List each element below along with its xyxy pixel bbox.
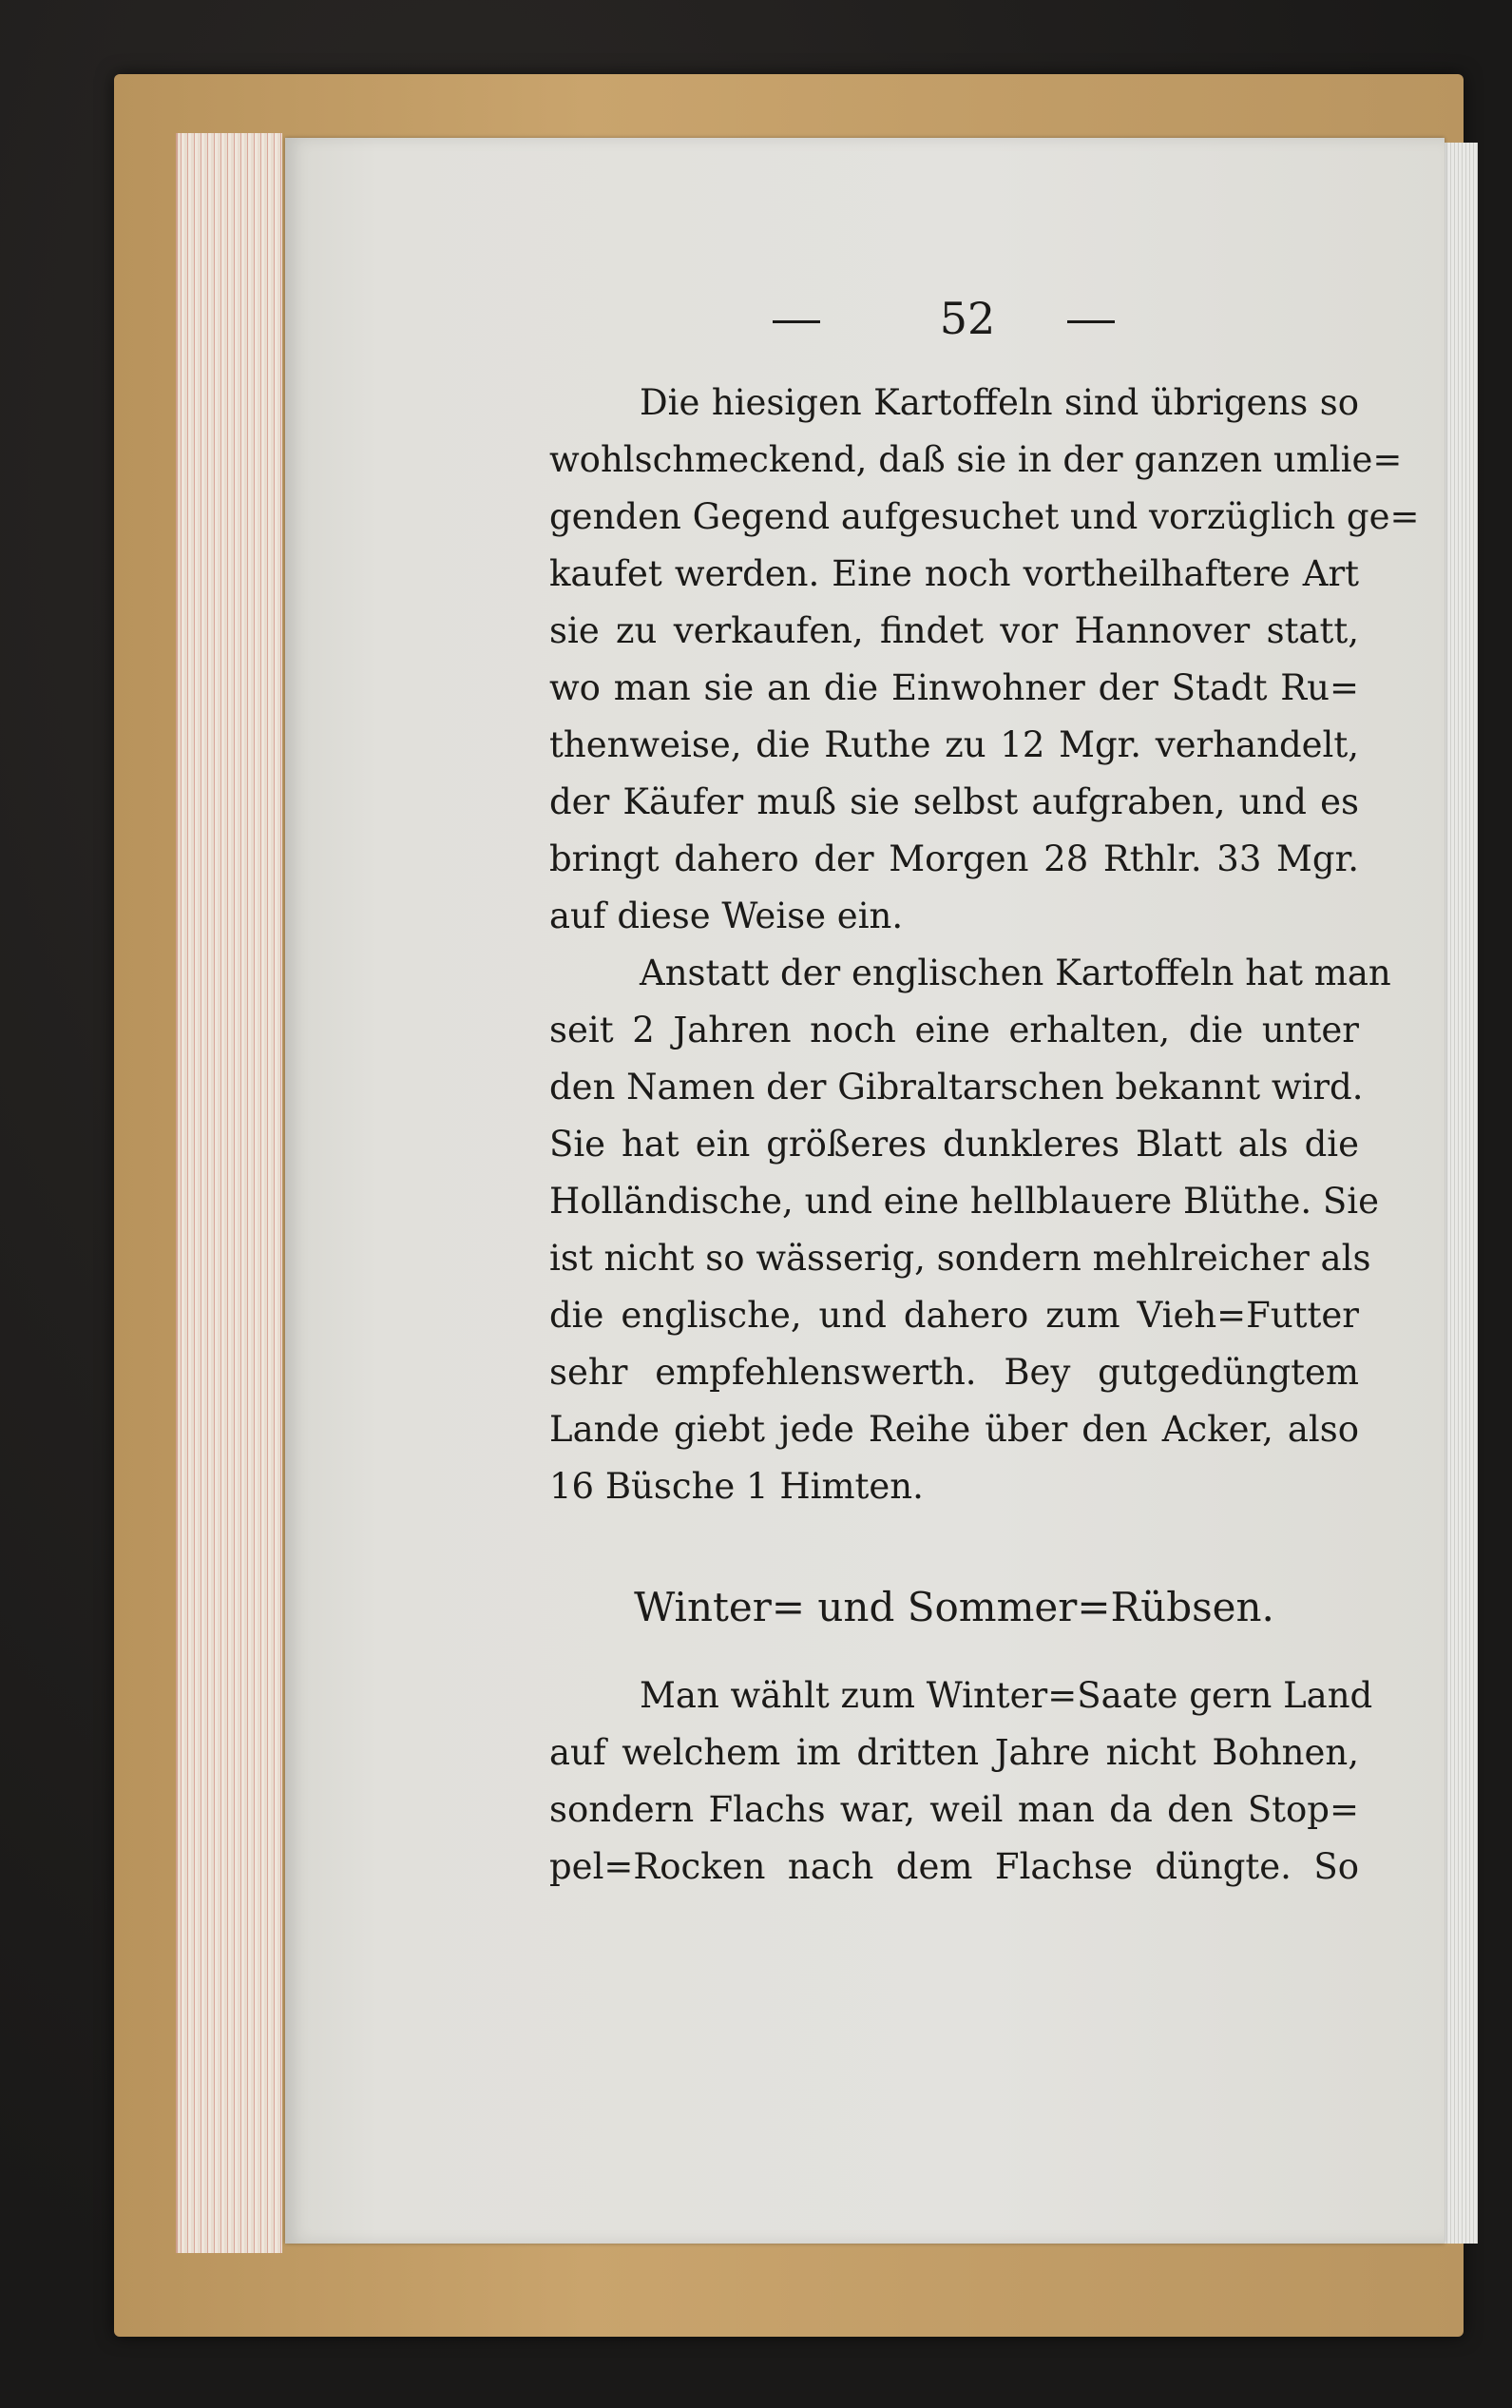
text-line: sie zu verkaufen, findet vor Hannover statt, [549, 610, 1359, 651]
text-line: auf diese Weise ein. [549, 896, 904, 936]
page-header [549, 290, 1359, 347]
text-line: Sie hat ein größeres dunkleres Blatt als die [549, 1124, 1359, 1165]
page-edges-right [1440, 143, 1478, 2244]
text-line: Lande giebt jede Reihe über den Acker, also [549, 1409, 1359, 1450]
text-line: sondern Flachs war, weil man da den Stop= [549, 1789, 1359, 1830]
header-dash-left [773, 320, 820, 323]
text-line: Anstatt der englischen Kartoffeln hat man [640, 953, 1391, 993]
page-number: 52 [939, 293, 996, 344]
text-line: thenweise, die Ruthe zu 12 Mgr. verhandelt, [549, 724, 1359, 765]
text-line: Man wählt zum Winter=Saate gern Land [640, 1675, 1373, 1716]
text-line: den Namen der Gibraltarschen bekannt wird. [549, 1067, 1364, 1108]
text-line: die englische, und dahero zum Vieh=Futter [549, 1295, 1359, 1336]
text-line: wohlschmeckend, daß sie in der ganzen umlie= [549, 439, 1403, 480]
text-line: der Käufer muß sie selbst aufgraben, und es [549, 781, 1359, 822]
text-line: genden Gegend aufgesuchet und vorzüglich ge= [549, 496, 1420, 537]
text-line: Holländische, und eine hellblauere Blüthe. Sie [549, 1181, 1379, 1222]
text-line: seit 2 Jahren noch eine erhalten, die unter [549, 1010, 1359, 1050]
text-line: Die hiesigen Kartoffeln sind übrigens so [640, 382, 1359, 423]
page-edges-left [176, 133, 282, 2253]
text-line: auf welchem im dritten Jahre nicht Bohnen, [549, 1732, 1359, 1773]
text-line: 16 Büsche 1 Himten. [549, 1466, 924, 1507]
text-line: sehr empfehlenswerth. Bey gutgedüngtem [549, 1352, 1359, 1393]
text-line: wo man sie an die Einwohner der Stadt Ru= [549, 667, 1359, 708]
text-line: kaufet werden. Eine noch vortheilhaftere Art [549, 553, 1359, 594]
header-dash-right [1067, 320, 1115, 323]
text-line: bringt dahero der Morgen 28 Rthlr. 33 Mgr. [549, 838, 1359, 879]
section-heading: Winter= und Sommer=Rübsen. [634, 1584, 1274, 1630]
text-line: ist nicht so wässerig, sondern mehlreicher als [549, 1238, 1371, 1279]
text-line: pel=Rocken nach dem Flachse düngte. So [549, 1846, 1359, 1887]
